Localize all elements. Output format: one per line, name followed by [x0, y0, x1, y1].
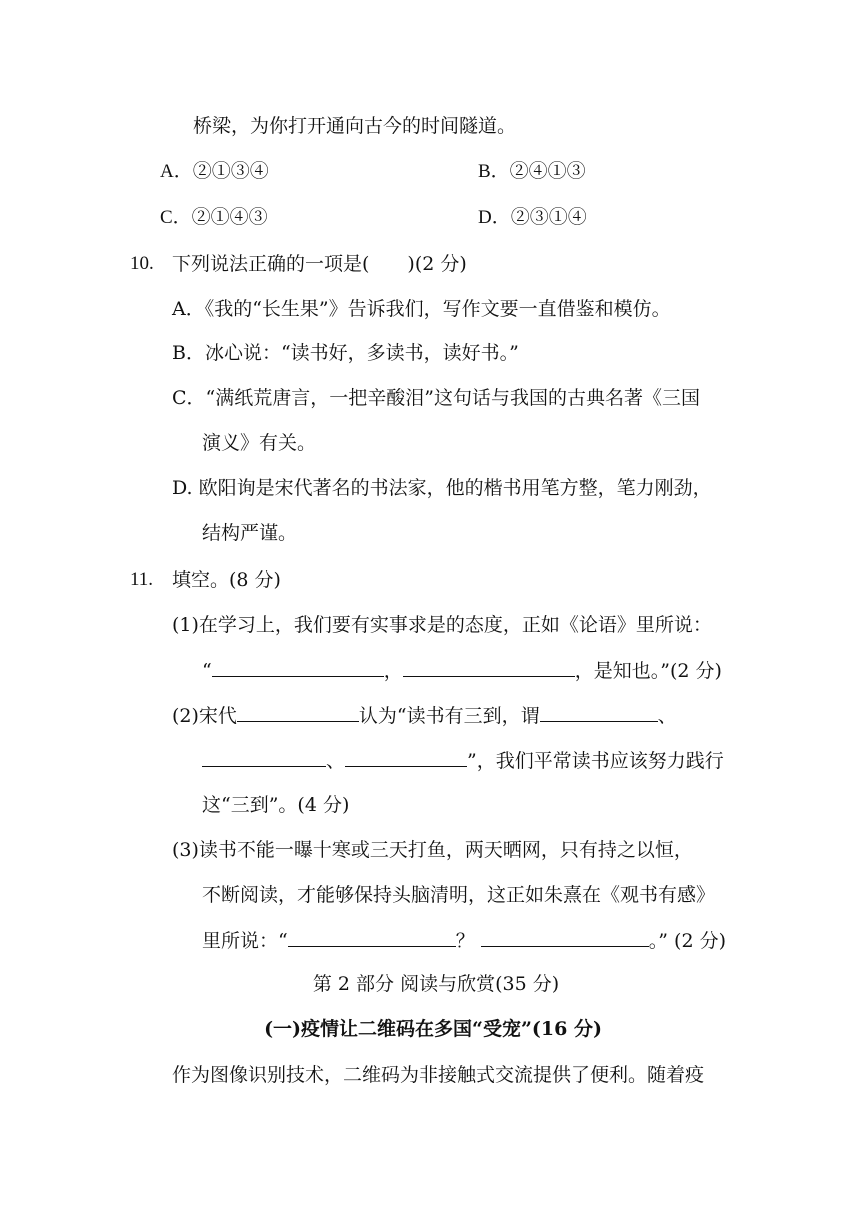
- line-end: ，是知也。”(2 分): [574, 660, 722, 682]
- q9-option-b: B．②④①③: [478, 161, 586, 182]
- q9-option-d: D．②③①④: [478, 207, 587, 228]
- answer-blank-8[interactable]: [481, 926, 649, 947]
- answer-blank-4[interactable]: [540, 701, 658, 722]
- open-quote: “: [202, 660, 212, 682]
- q10-option-d-line2: 结构严谨。: [202, 522, 298, 544]
- part2-line2-end: ”，我们平常读书应该努力践行: [467, 750, 724, 772]
- q9-option-a: A．②①③④: [160, 161, 269, 182]
- q10-option-d-line1: D. 欧阳询是宋代著名的书法家，他的楷书用笔方整，笔力刚劲，: [172, 477, 712, 499]
- q10-option-b: B．冰心说：“读书好，多读书，读好书。”: [172, 342, 519, 364]
- answer-blank-2[interactable]: [403, 656, 575, 677]
- q9-option-c: C．②①④③: [160, 207, 268, 228]
- part2-separator-2: 、: [326, 750, 346, 772]
- part2-heading: 第 2 部分 阅读与欣赏(35 分): [312, 973, 560, 995]
- q11-part2-line1: [172, 701, 677, 730]
- part2-prefix: (2)宋代: [172, 705, 237, 727]
- q10-stem: 下列说法正确的一项是( )(2 分): [172, 253, 467, 275]
- q11-part1-line2: [202, 656, 722, 685]
- part2-separator: 、: [657, 705, 677, 727]
- part2-middle: 认为“读书有三到，谓: [358, 705, 540, 727]
- intro-line: 桥梁，为你打开通向古今的时间隧道。: [193, 115, 517, 137]
- q11-number: 11.: [130, 569, 154, 590]
- q11-stem: 填空。(8 分): [172, 569, 281, 591]
- answer-blank-1[interactable]: [212, 656, 384, 677]
- q11-part3-line2: 不断阅读，才能够保持头脑清明，这正如朱熹在《观书有感》: [202, 884, 716, 906]
- part3-end: 。” (2 分): [648, 930, 726, 952]
- q11-part3-line1: (3)读书不能一曝十寒或三天打鱼，两天晒网，只有持之以恒，: [172, 839, 693, 861]
- reading1-first-line: 作为图像识别技术，二维码为非接触式交流提供了便利。随着疫: [172, 1064, 705, 1086]
- q11-part1-line1: (1)在学习上，我们要有实事求是的态度，正如《论语》里所说：: [172, 614, 712, 636]
- reading1-title: (一)疫情让二维码在多国“受宠”(16 分): [264, 1018, 602, 1040]
- question-mark: ？: [455, 930, 475, 952]
- answer-blank-6[interactable]: [345, 746, 467, 767]
- q10-option-c-line2: 演义》有关。: [202, 432, 317, 454]
- q10-option-c-line1: C．“满纸荒唐言，一把辛酸泪”这句话与我国的古典名著《三国: [172, 387, 700, 409]
- answer-blank-3[interactable]: [237, 701, 359, 722]
- q11-part2-line3: 这“三到”。(4 分): [202, 794, 350, 816]
- q10-number: 10.: [130, 253, 154, 274]
- q11-part2-line2: [202, 746, 724, 775]
- part3-prefix: 里所说：“: [202, 930, 288, 952]
- separator: ，: [383, 660, 403, 682]
- q11-part3-line3: [202, 926, 726, 955]
- q10-option-a: A．《我的“长生果”》告诉我们，写作文要一直借鉴和模仿。: [172, 298, 671, 320]
- answer-blank-7[interactable]: [288, 926, 456, 947]
- answer-blank-5[interactable]: [202, 746, 326, 767]
